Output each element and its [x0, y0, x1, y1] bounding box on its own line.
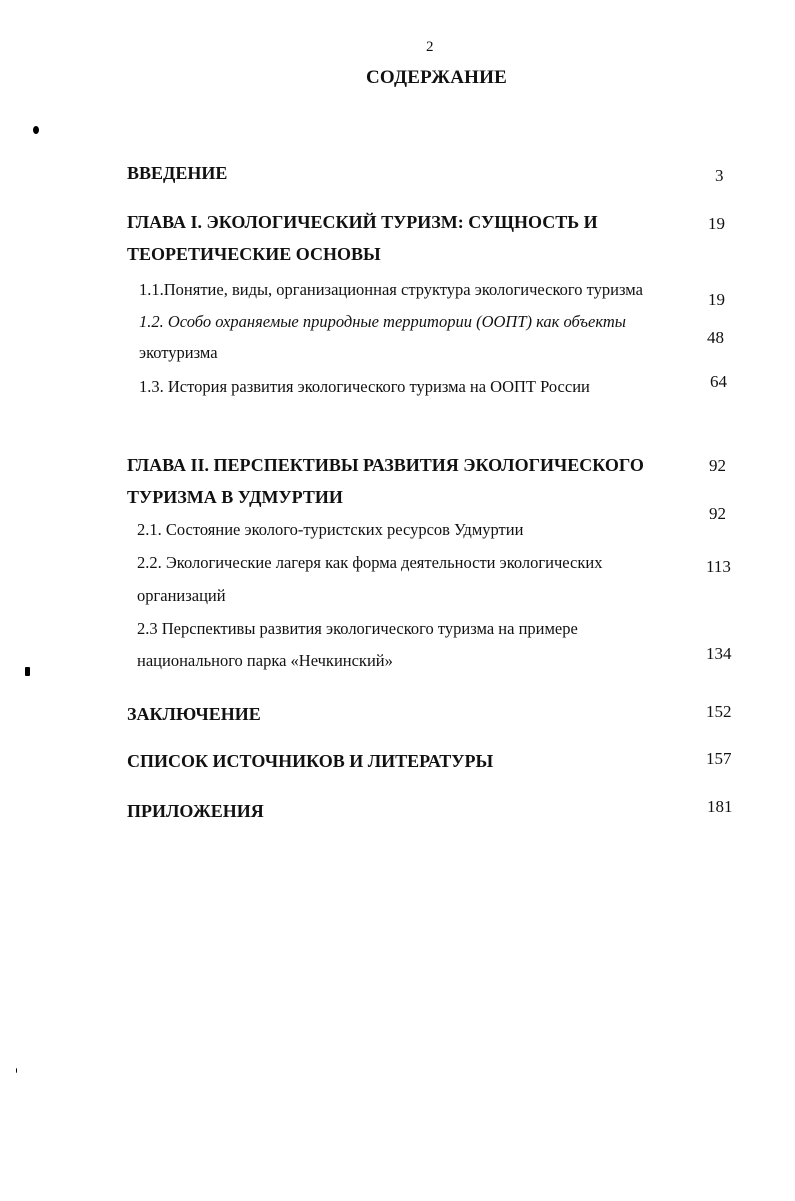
toc-appendix-page: 181 [707, 797, 733, 816]
toc-chapter1-line1: ГЛАВА I. ЭКОЛОГИЧЕСКИЙ ТУРИЗМ: СУЩНОСТЬ И [127, 212, 598, 232]
toc-section-2-1-page: 92 [709, 504, 726, 523]
toc-intro-label: ВВЕДЕНИЕ [127, 163, 228, 183]
toc-section-1-1: 1.1.Понятие, виды, организационная структура экологического туризма [139, 280, 643, 299]
toc-section-1-3: 1.3. История развития экологического туризма на ООПТ России [139, 377, 590, 396]
scan-speck [33, 126, 39, 134]
toc-section-2-3-page: 134 [706, 644, 732, 663]
toc-chapter2-page: 92 [709, 456, 726, 475]
toc-appendix-label: ПРИЛОЖЕНИЯ [127, 801, 264, 821]
toc-chapter2-line1: ГЛАВА II. ПЕРСПЕКТИВЫ РАЗВИТИЯ ЭКОЛОГИЧЕСКОГО [127, 455, 644, 475]
scan-speck [25, 667, 30, 676]
toc-conclusion-page: 152 [706, 702, 732, 721]
toc-section-2-3-line2: национального парка «Нечкинский» [137, 651, 393, 670]
toc-chapter1-page: 19 [708, 214, 725, 233]
toc-section-1-2-page: 48 [707, 328, 724, 347]
toc-section-1-2-line2: экотуризма [139, 343, 218, 362]
toc-section-2-2-line1: 2.2. Экологические лагеря как форма деятельности экологических [137, 553, 603, 572]
scan-speck [16, 1068, 17, 1073]
toc-section-1-3-page: 64 [710, 372, 727, 391]
toc-section-2-2-page: 113 [706, 557, 731, 576]
toc-section-2-3-line1: 2.3 Перспективы развития экологического туризма на примере [137, 619, 578, 638]
toc-chapter1-line2: ТЕОРЕТИЧЕСКИЕ ОСНОВЫ [127, 244, 381, 264]
page-title: СОДЕРЖАНИЕ [366, 67, 507, 88]
toc-section-1-2-line1: 1.2. Особо охраняемые природные территории (ООПТ) как объекты [139, 312, 626, 331]
toc-section-2-2-line2: организаций [137, 586, 226, 605]
toc-sources-page: 157 [706, 749, 732, 768]
toc-sources-label: СПИСОК ИСТОЧНИКОВ И ЛИТЕРАТУРЫ [127, 751, 494, 771]
toc-chapter2-line2: ТУРИЗМА В УДМУРТИИ [127, 487, 343, 507]
toc-intro-page: 3 [715, 166, 724, 185]
toc-section-2-1: 2.1. Состояние эколого-туристских ресурсов Удмуртии [137, 520, 524, 539]
page-number: 2 [426, 39, 434, 55]
toc-section-1-1-page: 19 [708, 290, 725, 309]
toc-conclusion-label: ЗАКЛЮЧЕНИЕ [127, 704, 261, 724]
